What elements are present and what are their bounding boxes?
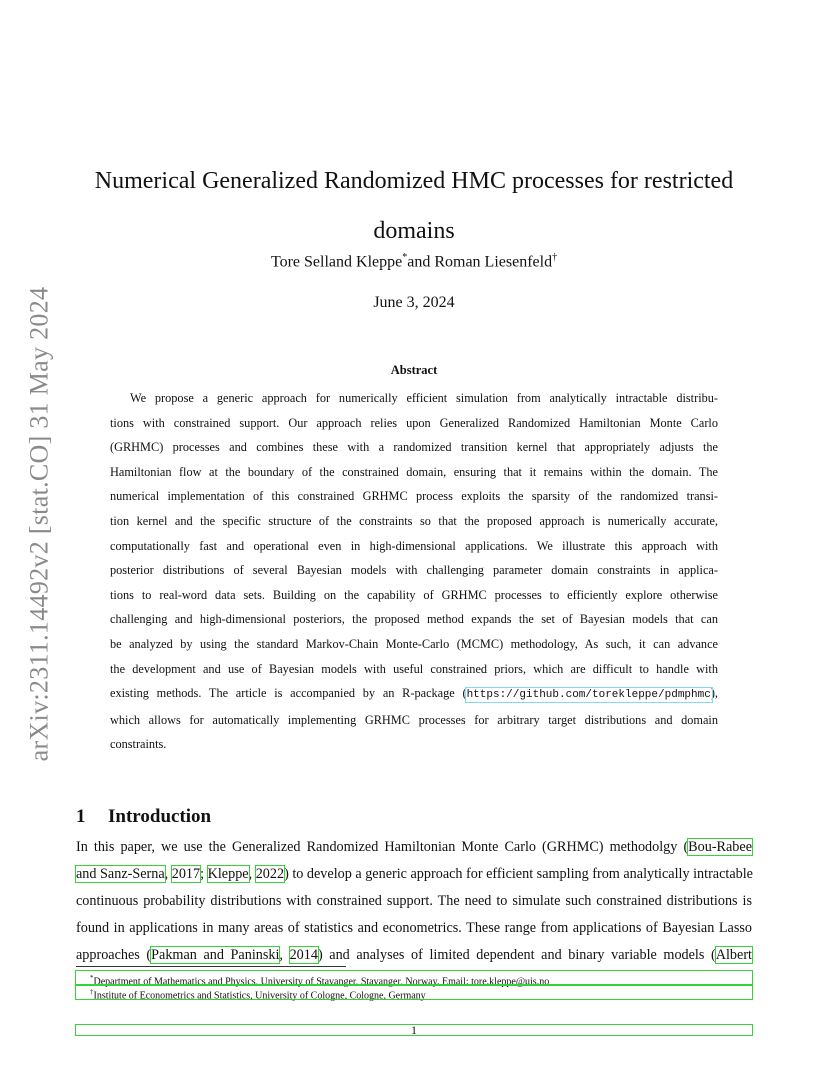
section-number: 1 bbox=[76, 805, 86, 827]
citation-albert[interactable]: Albert bbox=[715, 947, 752, 963]
intro-text: , bbox=[164, 866, 172, 882]
section-title: Introduction bbox=[108, 805, 212, 827]
abstract-text: existing methods. The article is accompanied by an R-package ( bbox=[110, 686, 467, 701]
footnote-mark: † bbox=[90, 988, 94, 996]
intro-line bbox=[76, 942, 752, 969]
intro-line: found in applications in many areas of statistics and econometrics. These range from applications of Bayesian Lasso bbox=[76, 920, 752, 936]
paper-title bbox=[76, 156, 752, 256]
introduction-paragraph bbox=[76, 834, 752, 969]
abstract-line-with-url bbox=[110, 681, 718, 708]
abstract-line: We propose a generic approach for numerically efficient simulation from analytically intractable distribu- bbox=[130, 391, 718, 405]
author-conjunction: and Roman Liesenfeld bbox=[407, 253, 553, 271]
intro-text: , bbox=[248, 866, 256, 882]
abstract-line: (GRHMC) processes and combines these with a randomized transition kernel that appropriately adjusts the bbox=[110, 440, 718, 455]
footnote-text: Department of Mathematics and Physics, University of Stavanger, Stavanger, Norway. Email: tore.kleppe@uis.no bbox=[93, 976, 550, 988]
author-list bbox=[76, 252, 752, 271]
citation-bou-rabee-part2[interactable]: and Sanz-Serna bbox=[76, 866, 165, 882]
abstract-line: tions to real-word data sets. Building on the capability of GRHMC processes to efficiently explore otherwise bbox=[110, 587, 718, 602]
citation-kleppe-year[interactable]: 2022 bbox=[255, 866, 285, 882]
abstract-heading: Abstract bbox=[390, 363, 438, 377]
abstract-line: tions with constrained support. Our approach relies upon Generalized Randomized Hamiltonian Monte Carlo bbox=[110, 415, 718, 430]
citation-kleppe[interactable]: Kleppe bbox=[207, 866, 249, 882]
abstract-line: constraints. bbox=[110, 737, 167, 752]
intro-text: approaches ( bbox=[76, 947, 152, 963]
intro-line: continuous probability distributions with constrained support. The need to simulate such constrained distributions is bbox=[76, 893, 752, 909]
footnote-link-2[interactable]: † bbox=[552, 252, 558, 263]
intro-line bbox=[76, 834, 752, 861]
intro-text: , bbox=[279, 947, 290, 963]
abstract-line: which allows for automatically implementing GRHMC processes for arbitrary target distributions and domain bbox=[110, 712, 718, 727]
abstract-line: posterior distributions of several Bayesian models with challenging parameter domain constraints in applica- bbox=[110, 563, 718, 578]
abstract-line: challenging and high-dimensional posteriors, the proposed method expands the set of Bayesian models that can bbox=[110, 612, 718, 627]
arxiv-stamp-text: arXiv:2311.14492v2 [stat.CO] 31 May 2024 bbox=[24, 286, 53, 762]
intro-text: In this paper, we use the Generalized Randomized Hamiltonian Monte Carlo (GRHMC) methodolgy ( bbox=[76, 839, 689, 855]
abstract-line: tion kernel and the specific structure of the constraints so that the proposed approach is numerically accurate, bbox=[110, 513, 718, 528]
title-line-2: domains bbox=[373, 218, 455, 245]
abstract-line: be analyzed by using the standard Markov-Chain Monte-Carlo (MCMC) methodology, As such, it can advance bbox=[110, 636, 718, 651]
page-number[interactable]: 1 bbox=[76, 1025, 752, 1035]
section-heading-introduction bbox=[76, 806, 211, 828]
abstract-line: Hamiltonian flow at the boundary of the constrained domain, ensuring that it remains within the domain. The bbox=[110, 464, 718, 479]
paper-date: June 3, 2024 bbox=[373, 294, 455, 311]
intro-line bbox=[76, 861, 752, 888]
abstract-text: ), bbox=[710, 686, 718, 701]
citation-bou-rabee-part1[interactable]: Bou-Rabee bbox=[688, 839, 752, 855]
footnote-1[interactable] bbox=[76, 971, 752, 988]
github-repository-link[interactable]: https://github.com/torekleppe/pdmphmc bbox=[466, 689, 711, 702]
title-line-1: Numerical Generalized Randomized HMC processes for restricted bbox=[94, 168, 734, 195]
intro-text: ) to develop a generic approach for efficient sampling from analytically intractable bbox=[284, 866, 753, 882]
abstract-line: the development and use of Bayesian models with useful constrained priors, which are difficult to handle with bbox=[110, 661, 718, 676]
footnote-link-1[interactable]: * bbox=[402, 252, 408, 263]
citation-bou-rabee-year[interactable]: 2017 bbox=[171, 866, 201, 882]
abstract-line: numerical implementation of this constrained GRHMC process exploits the sparsity of the randomized transi- bbox=[110, 489, 718, 504]
footnote-mark: * bbox=[90, 974, 94, 982]
intro-text: ) and analyses of limited dependent and binary variable models ( bbox=[317, 947, 716, 963]
citation-pakman-paninski-year[interactable]: 2014 bbox=[289, 947, 318, 963]
footnote-text: Institute of Econometrics and Statistics, University of Cologne, Cologne, Germany bbox=[93, 990, 426, 1002]
arxiv-identifier-stamp bbox=[16, 274, 62, 774]
abstract-body bbox=[110, 386, 718, 757]
intro-text: ; bbox=[200, 866, 208, 882]
citation-pakman-paninski[interactable]: Pakman and Paninski bbox=[151, 947, 280, 963]
abstract-line: computationally fast and operational even in high-dimensional applications. We illustrate this approach with bbox=[110, 538, 718, 553]
footnote-divider bbox=[76, 966, 346, 967]
author-1: Tore Selland Kleppe bbox=[270, 253, 403, 271]
footnote-2[interactable] bbox=[76, 985, 752, 1002]
